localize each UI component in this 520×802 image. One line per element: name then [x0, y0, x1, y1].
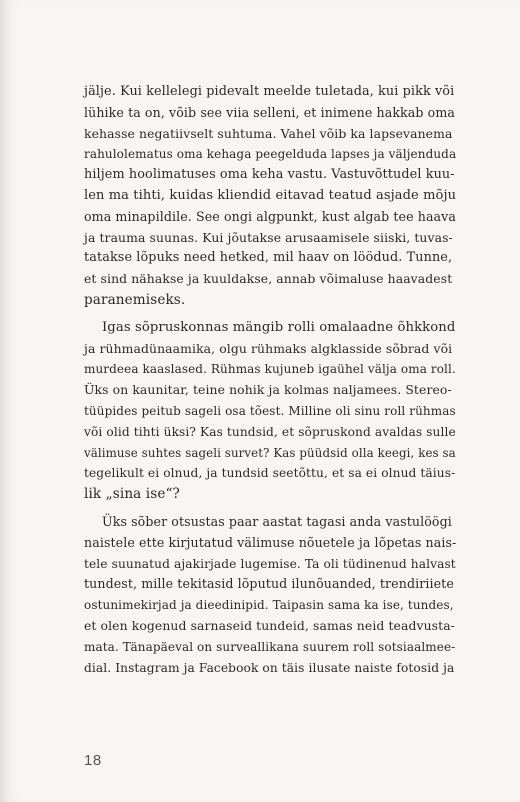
text-line: len ma tihti, kuidas kliendid eitavad teatud asjade mõju: [84, 187, 457, 203]
text-line: naistele ette kirjutatud välimuse nõuetele ja lõpetas nais-: [84, 534, 457, 550]
text-line: lühike ta on, võib see viia selleni, et inimene hakkab oma: [84, 104, 455, 120]
text-line: oma minapildile. See ongi algpunkt, kust algab tee haava: [84, 208, 456, 224]
text-line: rahulolematus oma kehaga peegelduda lapses ja väljenduda: [84, 147, 457, 162]
text-line: Üks on kaunitar, teine nohik ja kolmas naljamees. Stereo-: [84, 382, 452, 398]
text-line: paranemiseks.: [84, 291, 186, 308]
text-line: tegelikult ei olnud, ja tundsid seetõttu, et sa ei olnud täius-: [84, 466, 456, 481]
text-line: ja trauma suunas. Kui jõutakse arusaamisele siiski, tuvas-: [84, 229, 453, 245]
text-line: et sind nähakse ja kuuldakse, annab võimaluse haavadest: [84, 271, 453, 287]
text-line: kehasse negatiivselt suhtuma. Vahel võib ka lapsevanema: [84, 125, 453, 141]
text-line: Üks sõber otsustas paar aastat tagasi anda vastulöögi: [102, 513, 452, 529]
paragraph-gap: [84, 311, 456, 318]
paragraph-1: [84, 82, 456, 311]
paragraph-3: [84, 512, 456, 678]
text-line: hiljem hoolimatuses oma keha vastu. Vastuvõttudel kuu-: [84, 167, 455, 183]
text-line: et olen kogenud sarnaseid tundeid, samas neid teadvusta-: [84, 617, 455, 633]
text-line: tatakse lõpuks need hetked, mil haav on löödud. Tunne,: [84, 250, 453, 266]
text-line: ostunimekirjad ja dieedinipid. Taipasin sama ka ise, tundes,: [84, 598, 454, 613]
paragraph-gap: [84, 505, 456, 512]
page-number: 18: [84, 752, 102, 769]
text-line: välimuse suhtes sageli survet? Kas püüdsid olla keegi, kes sa: [84, 445, 456, 460]
text-line: tele suunatud ajakirjade lugemise. Ta oli tüdinenud halvast: [84, 556, 456, 571]
text-line: tüüpides peitub sageli osa tõest. Milline oli sinu roll rühmas: [84, 403, 456, 418]
text-line: või olid tihti üksi? Kas tundsid, et sõpruskond avaldas sulle: [84, 424, 456, 439]
text-line: tundest, mille tekitasid lõputud ilunõuanded, trendiriiete: [84, 576, 454, 592]
text-line: mata. Tänapäeval on surveallikana suurem roll sotsiaalmee-: [84, 639, 456, 654]
text-line: jälje. Kui kellelegi pidevalt meelde tuletada, kui pikk või: [84, 84, 455, 99]
paragraph-2: [84, 318, 456, 505]
text-line: murdeea kaaslased. Rühmas kujuneb igaühel välja oma roll.: [84, 362, 456, 377]
text-line: ja rühmadünaamika, olgu rühmaks algklasside sõbrad või: [84, 340, 453, 356]
text-line: Igas sõpruskonnas mängib rolli omalaadne õhkkond: [102, 319, 456, 335]
text-line: lik „sina ise“?: [84, 486, 180, 503]
body-text: [84, 82, 456, 678]
text-line: dial. Instagram ja Facebook on täis ilusate naiste fotosid ja: [84, 660, 455, 675]
